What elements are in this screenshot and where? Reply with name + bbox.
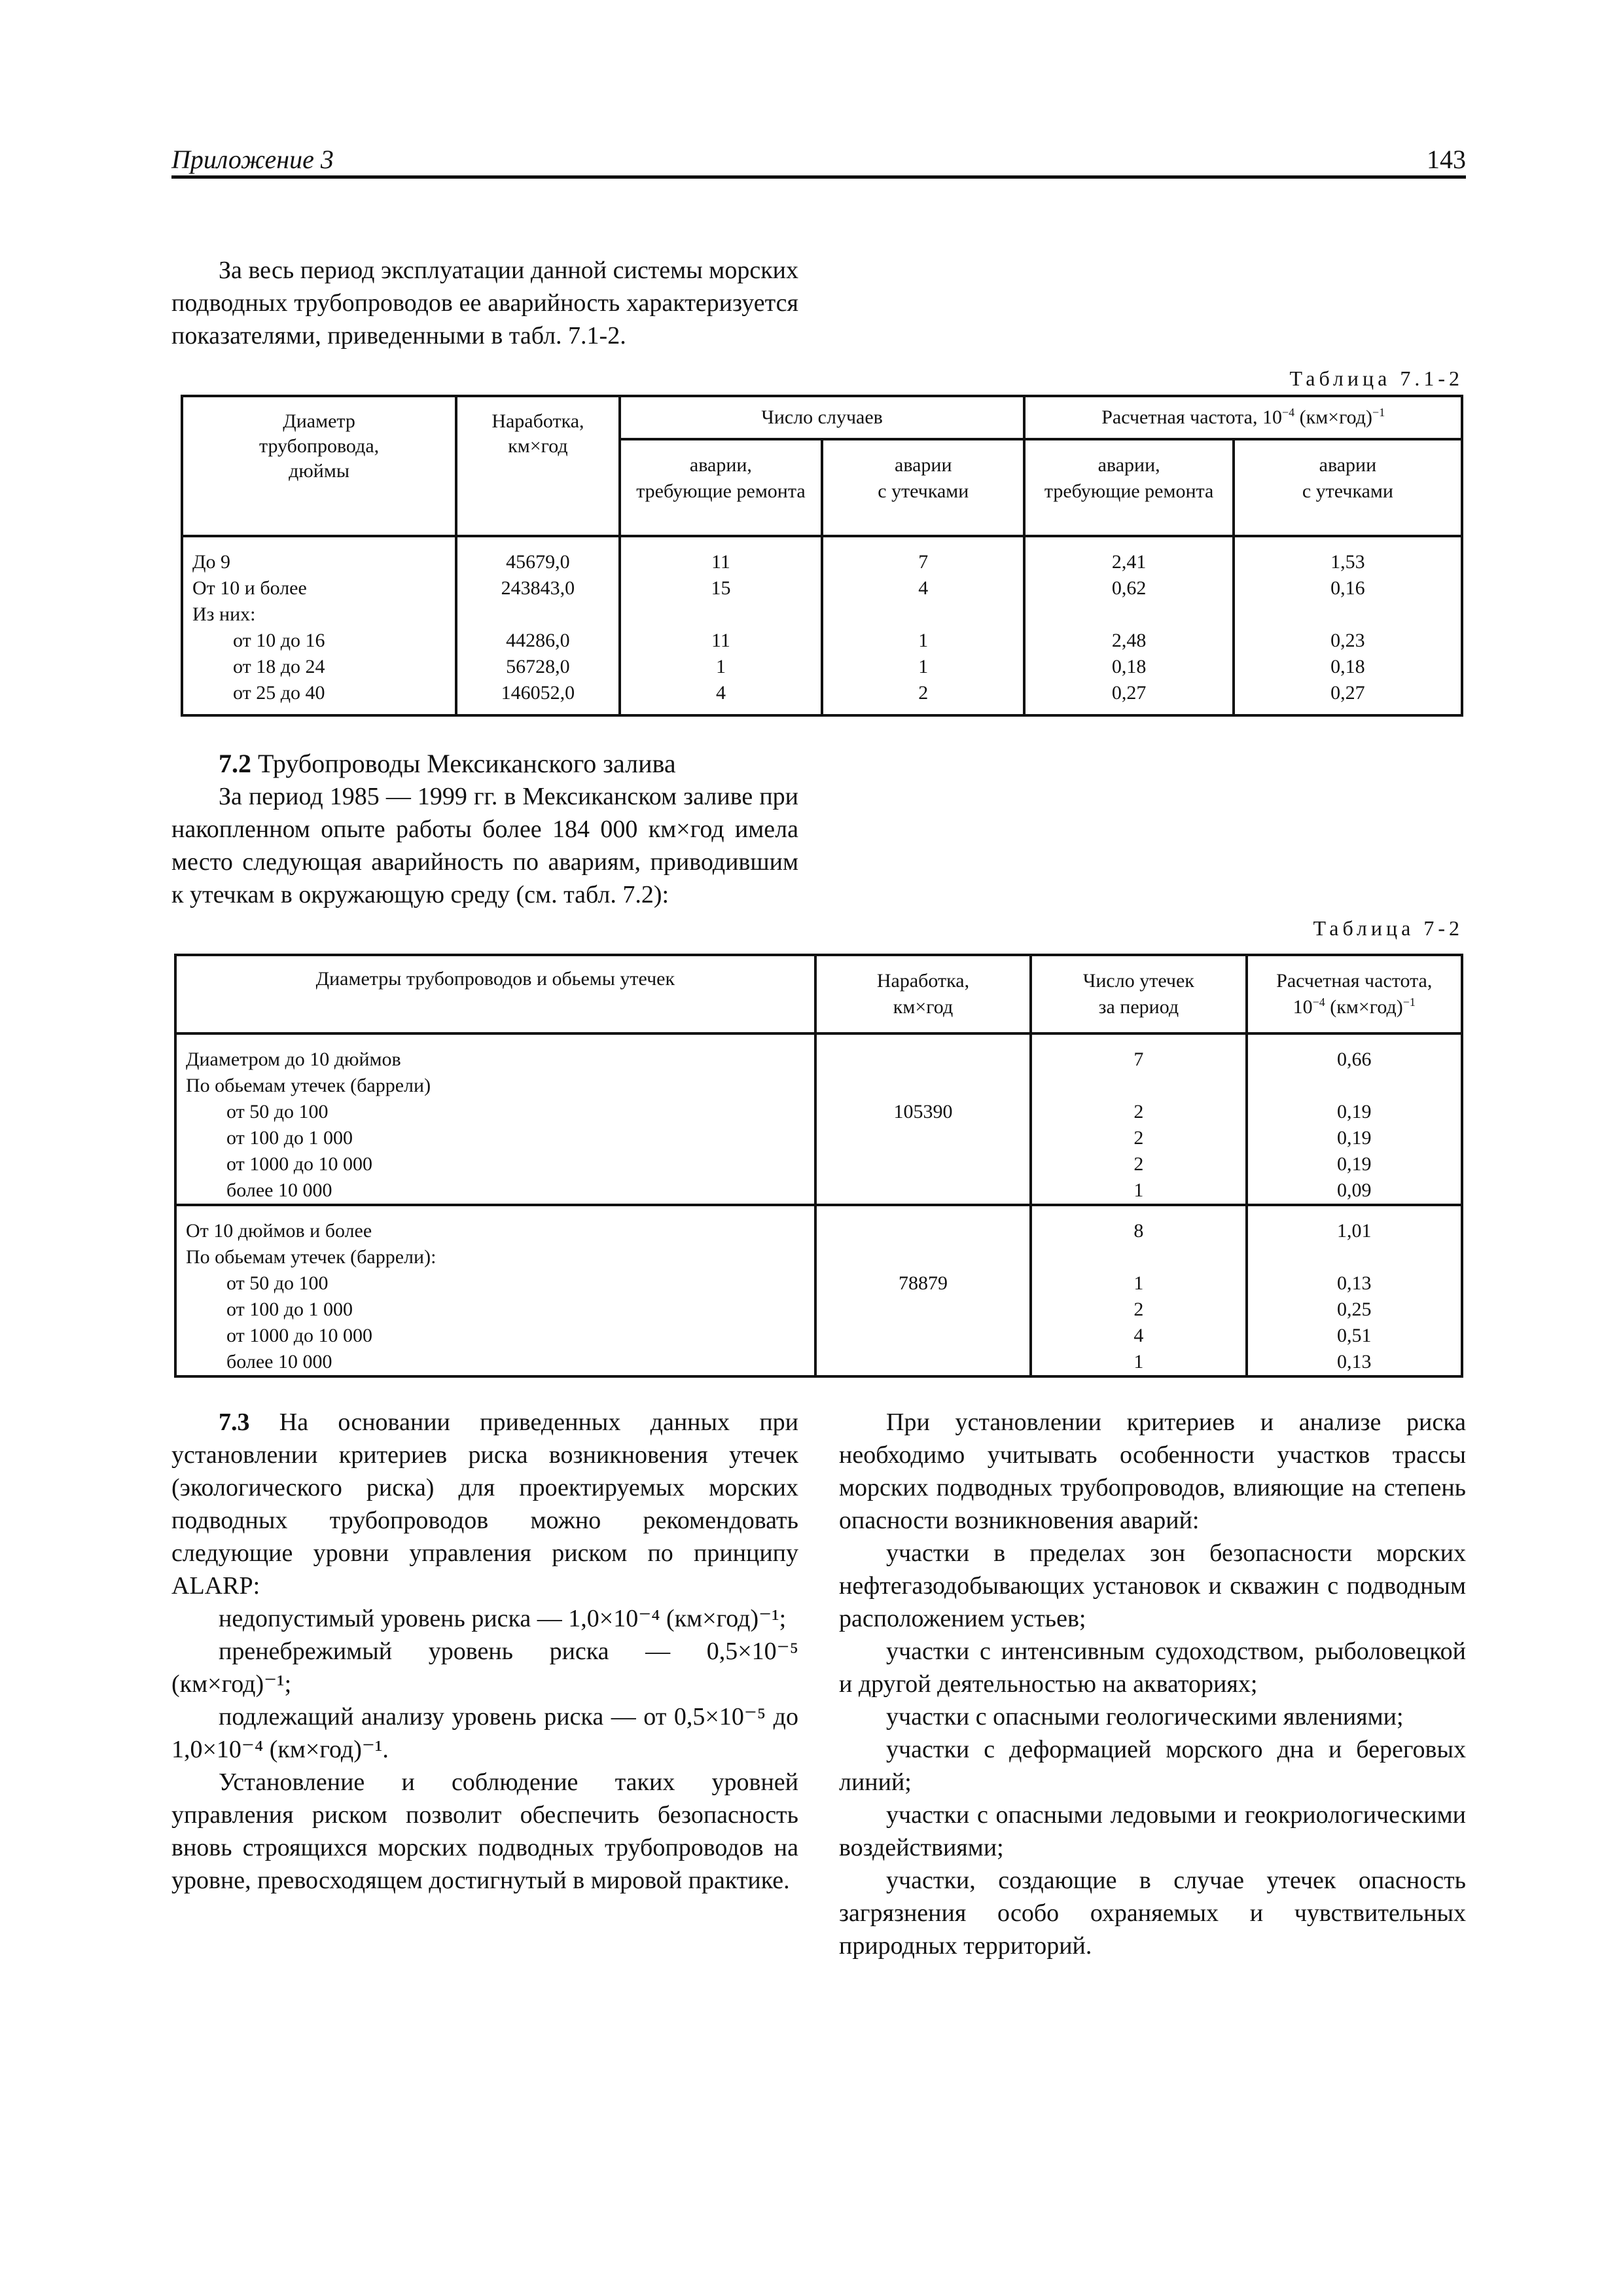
section-7-2-text: За период 1985 — 1999 гг. в Мексиканском заливе при накопленном опыте работы более 184 000 км×год имела место следующая аварийность по авариям, приводившим к утечкам в окружающую среду (см. табл. 7.2): <box>171 783 798 908</box>
t1-freq-leak-col: 1,53 0,16 0,23 0,18 0,27 <box>1234 536 1462 715</box>
t1-head-diameter: Диаметр трубопровода, дюймы <box>182 396 456 536</box>
t2-head-runtime: Наработка, км×год <box>815 955 1031 1033</box>
table1 <box>181 395 1463 717</box>
t2-head-diameters: Диаметры трубопроводов и обьемы утечек <box>175 955 815 1033</box>
risk-level-negligible: пренебрежимый уровень риска — 0,5×10⁻⁵ (км×год)⁻¹; <box>171 1638 798 1698</box>
t2-group1-runtime: 105390 <box>815 1033 1031 1205</box>
t1-sub-freq-repair: аварии, требующие ремонта <box>1024 439 1233 536</box>
t1-cases-leak-col: 7 4 1 1 2 <box>822 536 1024 715</box>
t1-sub-cases-leak: аварии с утечками <box>822 439 1024 536</box>
criteria-item: участки, создающие в случае утечек опасность загрязнения особо охраняемых и чувствительных природных территорий. <box>839 1867 1466 1960</box>
criteria-item: участки с опасными геологическими явлениями; <box>886 1703 1404 1731</box>
table1-caption: Таблица 7.1-2 <box>1289 367 1463 390</box>
t1-sub-freq-leak: аварии с утечками <box>1234 439 1462 536</box>
page-number: 143 <box>1427 145 1466 174</box>
t1-runtime-col: 45679,0 243843,0 44286,0 56728,0 146052,0 <box>456 536 620 715</box>
t1-sub-cases-repair: аварии, требующие ремонта <box>620 439 822 536</box>
t1-head-cases: Число случаев <box>620 396 1025 439</box>
t1-cases-repair-col: 11 15 11 1 4 <box>620 536 822 715</box>
table2-caption: Таблица 7-2 <box>1313 916 1463 940</box>
t1-labels: До 9 От 10 и более Из них: от 10 до 16 от 18 до 24 от 25 до 40 <box>182 536 456 715</box>
t2-group1-labels: Диаметром до 10 дюймов По обьемам утечек (баррели) от 50 до 100 от 100 до 1 000 от 1000 до 10 000 более 10 000 <box>175 1033 815 1205</box>
t2-group1-count: 7 2 2 2 1 <box>1031 1033 1246 1205</box>
table2 <box>174 954 1463 1378</box>
t2-group2-runtime: 78879 <box>815 1205 1031 1376</box>
running-header: Приложение 3 <box>171 145 334 174</box>
section-7-3 <box>171 1406 798 1897</box>
t2-head-count: Число утечек за период <box>1031 955 1246 1033</box>
t2-group2-freq: 1,01 0,13 0,25 0,51 0,13 <box>1247 1205 1462 1376</box>
t2-group2-labels: От 10 дюймов и более По обьемам утечек (баррели): от 50 до 100 от 100 до 1 000 от 1000 до 10 000 более 10 000 <box>175 1205 815 1376</box>
criteria-intro: При установлении критериев и анализе риска необходимо учитывать особенности участков трассы морских подводных трубопроводов, влияющие на степень опасности возникновения аварий: <box>839 1408 1466 1534</box>
t1-head-runtime: Наработка, км×год <box>456 396 620 536</box>
header-rule <box>171 175 1466 179</box>
criteria-item: участки с интенсивным судоходством, рыболовецкой и другой деятельностью на акваториях; <box>839 1638 1466 1698</box>
t1-freq-repair-col: 2,41 0,62 2,48 0,18 0,27 <box>1024 536 1233 715</box>
right-column <box>839 1406 1466 1962</box>
criteria-item: участки в пределах зон безопасности морских нефтегазодобывающих установок и скважин с подводным расположением устьев; <box>839 1539 1466 1632</box>
risk-level-unacceptable: недопустимый уровень риска — 1,0×10⁻⁴ (км×год)⁻¹; <box>219 1605 787 1632</box>
section-7-2-heading: 7.2 Трубопроводы Мексиканского залива <box>219 749 676 778</box>
criteria-item: участки с деформацией морского дна и береговых линий; <box>839 1736 1466 1796</box>
risk-level-analysis: подлежащий анализу уровень риска — от 0,5×10⁻⁵ до 1,0×10⁻⁴ (км×год)⁻¹. <box>171 1703 798 1763</box>
section-7-3-conclusion: Установление и соблюдение таких уровней управления риском позволит обеспечить безопасность вновь строящихся морских подводных трубопроводов на уровне, превосходящем достигнутый в мировой практике. <box>171 1768 798 1894</box>
intro-paragraph: За весь период эксплуатации данной системы морских подводных трубопроводов ее аварийность характеризуется показателями, приведенными в табл. 7.1-2. <box>171 257 798 350</box>
t1-head-frequency: Расчетная частота, $10^{-4}$ $(км\times год)^{-1}$ <box>1024 396 1462 439</box>
t2-group2-count: 8 1 2 4 1 <box>1031 1205 1246 1376</box>
t2-head-frequency: Расчетная частота, $10^{-4}$ $(км\times год)^{-1}$ <box>1247 955 1462 1033</box>
t2-group1-freq: 0,66 0,19 0,19 0,19 0,09 <box>1247 1033 1462 1205</box>
criteria-item: участки с опасными ледовыми и геокриологическими воздействиями; <box>839 1801 1466 1861</box>
section-7-3-intro: 7.3 На основании приведенных данных при установлении критериев риска возникновения утечек (экологического риска) для проектируемых морских подводных трубопроводов можно рекомендовать следующие уровни управления риском по принципу ALARP: <box>171 1408 798 1600</box>
